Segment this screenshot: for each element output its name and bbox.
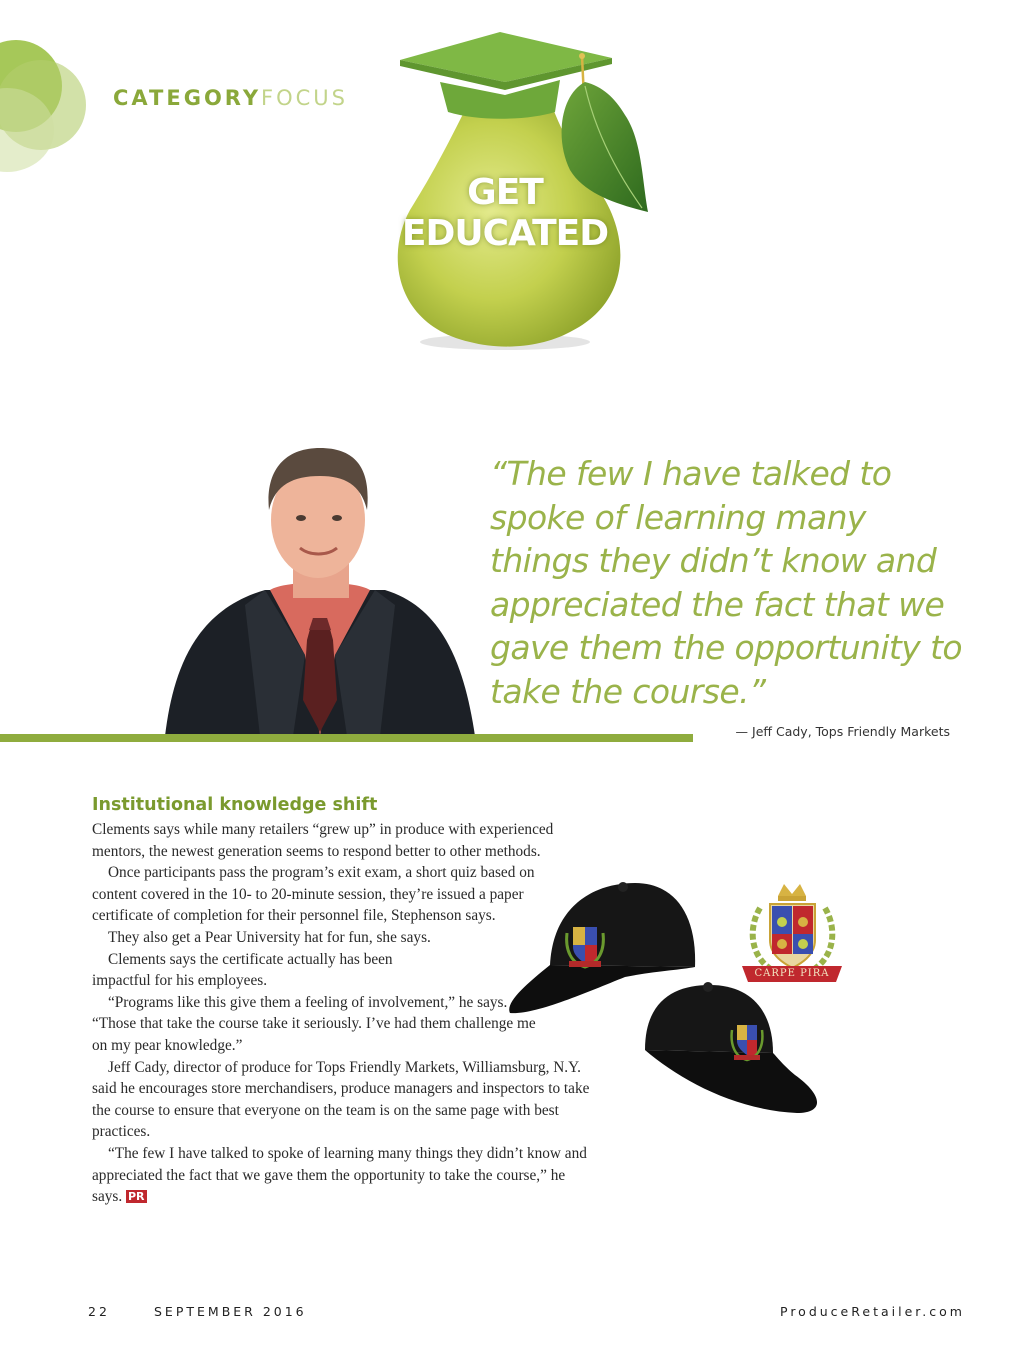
article-paragraph-last	[92, 1143, 592, 1208]
article-paragraph: Once participants pass the program’s exit exam, a short quiz based on content covered in the 10- to 20-minute session, they’re issued a paper certificate of completion for their personnel file, Stephenson says.	[92, 864, 535, 925]
quote-attribution: — Jeff Cady, Tops Friendly Markets	[735, 724, 950, 739]
article-paragraph: “Programs like this give them a feeling of involvement,” he says. “Those that take the course take it seriously. I’ve had them challenge me on my pear knowledge.”	[92, 993, 536, 1054]
page-number: 22	[88, 1304, 110, 1319]
green-divider-rule	[0, 734, 693, 742]
article-paragraph: They also get a Pear University hat for fun, she says.	[108, 928, 431, 946]
website-link[interactable]: ProduceRetailer.com	[780, 1304, 965, 1319]
issue-date: SEPTEMBER 2016	[154, 1304, 307, 1319]
category-focus-label	[113, 86, 348, 110]
pr-end-mark: PR	[128, 1190, 145, 1204]
article-paragraph: “The few I have talked to spoke of learning many things they didn’t know and appreciated the fact that we gave them the opportunity to take the course,” he says.	[92, 1144, 587, 1206]
portrait-photo	[165, 440, 475, 736]
headline-line-2: EDUCATED	[401, 213, 609, 254]
crest-banner-text: CARPE PIRA	[754, 968, 830, 979]
article-paragraph: Jeff Cady, director of produce for Tops Friendly Markets, Williamsburg, N.Y. said he encourages store merchandisers, produce managers and inspectors to take the course to ensure that everyone on the team is on the same page with best practices.	[92, 1058, 590, 1141]
article-paragraph: Clements says while many retailers “grew up” in produce with experienced mentors, the newest generation seems to respond better to other methods.	[92, 821, 554, 860]
article-paragraph: Clements says the certificate actually has been impactful for his employees.	[92, 950, 393, 990]
category-strong: CATEGORY	[113, 86, 262, 110]
section-heading: Institutional knowledge shift	[92, 795, 378, 815]
carpe-pira-crest-logo	[740, 878, 845, 988]
category-light: FOCUS	[261, 86, 349, 110]
headline-line-1: GET	[467, 172, 543, 213]
pull-quote: “The few I have talked to spoke of learning many things they didn’t know and appreciated the fact that we gave them the opportunity to take the course.”	[490, 454, 962, 711]
headline	[380, 172, 630, 254]
